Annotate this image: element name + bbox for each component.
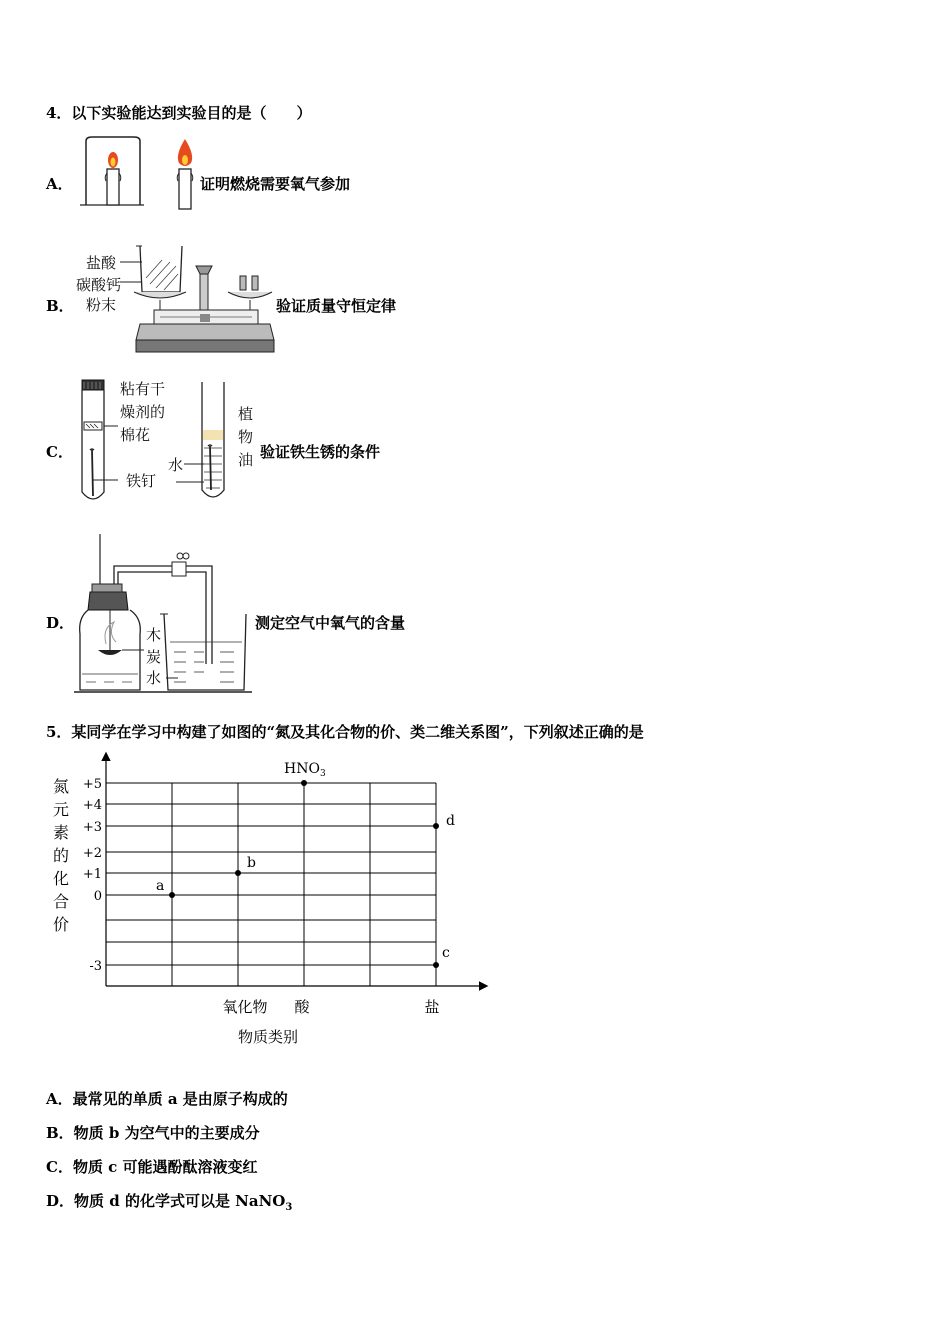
q4-stem: 4．以下实验能达到实验目的是（ ） — [46, 104, 312, 122]
q4-option-a-letter: A． — [46, 175, 73, 193]
q5-option-d-subscript: 3 — [285, 1202, 293, 1213]
y-axis-title-char: 元 — [52, 800, 70, 819]
y-axis-title-char: 合 — [52, 892, 70, 911]
label-calcium-carbonate: 碳酸钙 — [76, 276, 122, 294]
x-tick-label: 盐 — [424, 998, 440, 1016]
y-tick-label: +3 — [82, 820, 102, 835]
label-oil-2: 物 — [238, 428, 254, 446]
data-point-a — [169, 892, 175, 898]
data-point-label: c — [442, 945, 450, 961]
label-iron-nail: 铁钉 — [126, 472, 157, 490]
y-axis-title-char: 氮 — [52, 777, 70, 796]
q4-option-b-caption: 验证质量守恒定律 — [276, 297, 397, 315]
y-tick-label: -3 — [89, 959, 102, 974]
q5-stem: 5．某同学在学习中构建了如图的“氮及其化合物的价、类二维关系图”，下列叙述正确的是 — [46, 723, 644, 741]
data-point-d — [433, 823, 439, 829]
y-axis-title-char: 的 — [52, 846, 70, 865]
y-axis-title-char: 化 — [52, 869, 70, 888]
q4-option-a-caption: 证明燃烧需要氧气参加 — [200, 175, 351, 193]
label-water-d: 水 — [146, 669, 162, 687]
y-axis-title-char: 素 — [52, 823, 70, 842]
y-axis-title — [53, 777, 69, 934]
q4-option-b-letter: B． — [46, 297, 74, 315]
q5-option-b: B．物质 b 为空气中的主要成分 — [46, 1124, 260, 1142]
data-point-label-subscript: 3 — [319, 769, 326, 779]
candle-jar-figure — [78, 135, 198, 213]
label-water-c: 水 — [168, 456, 184, 474]
x-axis-title: 物质类别 — [237, 1028, 299, 1046]
oxygen-measure-figure — [74, 534, 254, 696]
data-point-label: $HNO_3$ — [284, 761, 326, 779]
q5-option-a: A．最常见的单质 a 是由原子构成的 — [46, 1090, 288, 1108]
data-point-b — [235, 870, 241, 876]
label-powder: 粉末 — [86, 296, 117, 314]
y-tick-label: 0 — [93, 889, 102, 904]
y-tick-label: +2 — [82, 846, 102, 861]
q4-option-c-letter: C． — [46, 443, 73, 461]
label-oil-1: 植 — [238, 405, 254, 423]
q5-option-c: C．物质 c 可能遇酚酞溶液变红 — [46, 1158, 258, 1176]
label-drying-cotton-3: 棉花 — [120, 426, 151, 444]
label-drying-cotton-1: 粘有干 — [120, 380, 166, 398]
data-point-hno — [301, 780, 307, 786]
y-tick-label: +1 — [82, 867, 102, 882]
q5-option-d — [46, 1190, 292, 1213]
q4-option-d-caption: 测定空气中氧气的含量 — [255, 614, 406, 632]
label-hydrochloric-acid: 盐酸 — [86, 254, 117, 272]
data-point-label: b — [247, 855, 256, 871]
x-tick-label: 酸 — [294, 998, 310, 1016]
label-drying-cotton-2: 燥剂的 — [120, 403, 166, 421]
y-axis-title-char: 价 — [52, 915, 70, 934]
q4-option-d-letter: D． — [46, 614, 75, 632]
data-point-label: a — [156, 878, 165, 894]
q5-option-d-text: D．物质 d 的化学式可以是 NaNO — [46, 1192, 286, 1210]
data-point-c — [433, 962, 439, 968]
data-point-label: d — [446, 813, 455, 829]
balance-figure — [120, 240, 280, 356]
label-charcoal-2: 炭 — [146, 648, 162, 666]
x-tick-label: 氧化物 — [222, 998, 268, 1016]
label-oil-3: 油 — [238, 451, 254, 469]
valence-class-chart — [40, 750, 500, 1055]
y-tick-label: +5 — [82, 777, 102, 792]
y-tick-label: +4 — [82, 798, 102, 813]
label-charcoal-1: 木 — [146, 626, 162, 644]
q4-option-c-caption: 验证铁生锈的条件 — [260, 443, 381, 461]
